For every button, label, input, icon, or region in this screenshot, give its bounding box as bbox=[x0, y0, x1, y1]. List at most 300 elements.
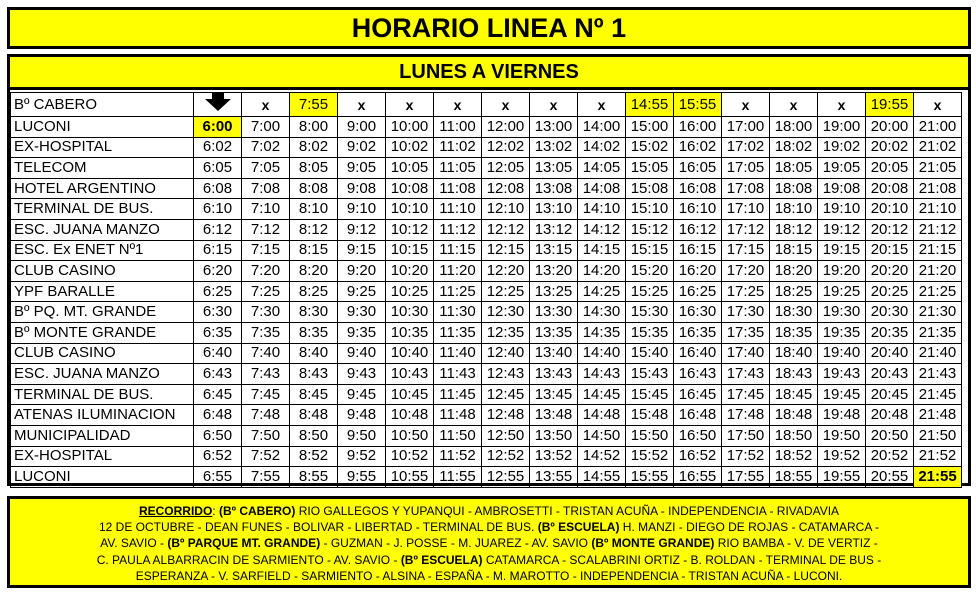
time-cell: 9:10 bbox=[338, 199, 386, 220]
time-cell: 7:30 bbox=[242, 302, 290, 323]
departure-time-cell: 14:55 bbox=[626, 93, 674, 117]
time-cell: 7:15 bbox=[242, 240, 290, 261]
time-cell: 9:08 bbox=[338, 178, 386, 199]
time-cell: 20:05 bbox=[866, 158, 914, 179]
time-cell: 13:55 bbox=[530, 467, 578, 488]
time-cell: 16:50 bbox=[674, 425, 722, 446]
time-cell: 18:00 bbox=[770, 117, 818, 138]
time-cell: 17:48 bbox=[722, 405, 770, 426]
time-cell: 13:50 bbox=[530, 425, 578, 446]
time-cell: 11:02 bbox=[434, 137, 482, 158]
table-row bbox=[11, 302, 962, 323]
time-cell: 11:12 bbox=[434, 219, 482, 240]
time-cell: 6:15 bbox=[194, 240, 242, 261]
time-cell: 17:45 bbox=[722, 384, 770, 405]
table-row bbox=[11, 364, 962, 385]
time-cell: 16:12 bbox=[674, 219, 722, 240]
time-cell: 11:52 bbox=[434, 446, 482, 467]
table-row bbox=[11, 467, 962, 488]
departure-time-cell: 19:55 bbox=[866, 93, 914, 117]
route-streets: - GUZMAN - J. POSSE - M. JUAREZ - AV. SAVIO bbox=[320, 536, 592, 551]
time-cell: 7:20 bbox=[242, 261, 290, 282]
table-row bbox=[11, 158, 962, 179]
time-cell: 19:25 bbox=[818, 281, 866, 302]
time-cell: 18:43 bbox=[770, 364, 818, 385]
time-cell: 6:55 bbox=[194, 467, 242, 488]
no-service-cell: x bbox=[818, 93, 866, 117]
time-cell: 7:40 bbox=[242, 343, 290, 364]
time-cell: 20:00 bbox=[866, 117, 914, 138]
time-cell: 8:52 bbox=[290, 446, 338, 467]
stop-name-cell: TERMINAL DE BUS. bbox=[11, 199, 194, 220]
time-cell: 9:00 bbox=[338, 117, 386, 138]
time-cell: 20:48 bbox=[866, 405, 914, 426]
time-cell: 11:05 bbox=[434, 158, 482, 179]
time-cell: 16:35 bbox=[674, 322, 722, 343]
time-cell: 7:00 bbox=[242, 117, 290, 138]
time-cell: 16:10 bbox=[674, 199, 722, 220]
route-line bbox=[10, 552, 968, 568]
time-cell: 10:52 bbox=[386, 446, 434, 467]
stop-name-cell: EX-HOSPITAL bbox=[11, 446, 194, 467]
time-cell: 18:08 bbox=[770, 178, 818, 199]
table-row bbox=[11, 446, 962, 467]
time-cell: 9:35 bbox=[338, 322, 386, 343]
time-cell: 10:35 bbox=[386, 322, 434, 343]
time-cell: 10:20 bbox=[386, 261, 434, 282]
time-cell: 21:40 bbox=[914, 343, 962, 364]
time-cell: 21:10 bbox=[914, 199, 962, 220]
time-cell: 11:20 bbox=[434, 261, 482, 282]
timetable-panel bbox=[7, 54, 971, 486]
time-cell: 8:55 bbox=[290, 467, 338, 488]
time-cell: 6:00 bbox=[194, 117, 242, 138]
time-cell: 7:52 bbox=[242, 446, 290, 467]
time-cell: 6:40 bbox=[194, 343, 242, 364]
time-cell: 7:08 bbox=[242, 178, 290, 199]
time-cell: 19:10 bbox=[818, 199, 866, 220]
time-cell: 8:15 bbox=[290, 240, 338, 261]
time-cell: 19:00 bbox=[818, 117, 866, 138]
time-cell: 18:35 bbox=[770, 322, 818, 343]
time-cell: 11:25 bbox=[434, 281, 482, 302]
time-cell: 15:15 bbox=[626, 240, 674, 261]
table-row bbox=[11, 384, 962, 405]
time-cell: 19:08 bbox=[818, 178, 866, 199]
time-cell: 10:50 bbox=[386, 425, 434, 446]
time-cell: 15:35 bbox=[626, 322, 674, 343]
time-cell: 20:15 bbox=[866, 240, 914, 261]
time-cell: 8:08 bbox=[290, 178, 338, 199]
time-cell: 11:08 bbox=[434, 178, 482, 199]
time-cell: 15:52 bbox=[626, 446, 674, 467]
time-cell: 10:15 bbox=[386, 240, 434, 261]
time-cell: 12:25 bbox=[482, 281, 530, 302]
no-service-cell: x bbox=[722, 93, 770, 117]
stop-name-cell: CLUB CASINO bbox=[11, 343, 194, 364]
time-cell: 21:30 bbox=[914, 302, 962, 323]
time-cell: 17:40 bbox=[722, 343, 770, 364]
stop-name-cell: TERMINAL DE BUS. bbox=[11, 384, 194, 405]
time-cell: 19:02 bbox=[818, 137, 866, 158]
time-cell: 19:43 bbox=[818, 364, 866, 385]
time-cell: 6:48 bbox=[194, 405, 242, 426]
route-streets: CATAMARCA - SCALABRINI ORTIZ - B. ROLDAN - TERMINAL DE BUS - bbox=[482, 552, 882, 567]
time-cell: 8:10 bbox=[290, 199, 338, 220]
time-cell: 14:48 bbox=[578, 405, 626, 426]
time-cell: 15:10 bbox=[626, 199, 674, 220]
time-cell: 12:20 bbox=[482, 261, 530, 282]
time-cell: 14:02 bbox=[578, 137, 626, 158]
time-cell: 21:02 bbox=[914, 137, 962, 158]
time-cell: 17:08 bbox=[722, 178, 770, 199]
time-cell: 16:20 bbox=[674, 261, 722, 282]
time-cell: 15:05 bbox=[626, 158, 674, 179]
time-cell: 15:00 bbox=[626, 117, 674, 138]
time-cell: 9:12 bbox=[338, 219, 386, 240]
departure-time-cell: 15:55 bbox=[674, 93, 722, 117]
stop-name-cell: LUCONI bbox=[11, 467, 194, 488]
time-cell: 11:43 bbox=[434, 364, 482, 385]
time-cell: 18:55 bbox=[770, 467, 818, 488]
time-cell: 20:40 bbox=[866, 343, 914, 364]
time-cell: 6:02 bbox=[194, 137, 242, 158]
stop-name-cell: TELECOM bbox=[11, 158, 194, 179]
time-cell: 20:55 bbox=[866, 467, 914, 488]
time-cell: 9:02 bbox=[338, 137, 386, 158]
time-cell: 12:30 bbox=[482, 302, 530, 323]
route-streets: RIO GALLEGOS Y YUPANQUI - AMBROSETTI - TRISTAN ACUÑA - INDEPENDENCIA - RIVADAVIA bbox=[295, 504, 840, 518]
time-cell: 15:20 bbox=[626, 261, 674, 282]
time-cell: 7:48 bbox=[242, 405, 290, 426]
time-cell: 13:48 bbox=[530, 405, 578, 426]
time-cell: 10:00 bbox=[386, 117, 434, 138]
time-cell: 16:15 bbox=[674, 240, 722, 261]
time-cell: 13:52 bbox=[530, 446, 578, 467]
time-cell: 21:45 bbox=[914, 384, 962, 405]
stop-name-cell: ESC. JUANA MANZO bbox=[11, 219, 194, 240]
time-cell: 21:05 bbox=[914, 158, 962, 179]
time-cell: 21:12 bbox=[914, 219, 962, 240]
time-cell: 16:55 bbox=[674, 467, 722, 488]
time-cell: 11:10 bbox=[434, 199, 482, 220]
time-cell: 7:50 bbox=[242, 425, 290, 446]
time-cell: 6:35 bbox=[194, 322, 242, 343]
time-cell: 20:35 bbox=[866, 322, 914, 343]
time-cell: 21:25 bbox=[914, 281, 962, 302]
time-cell: 6:10 bbox=[194, 199, 242, 220]
route-neighborhood: (Bº CABERO) bbox=[218, 504, 296, 518]
time-cell: 15:30 bbox=[626, 302, 674, 323]
timetable bbox=[10, 92, 962, 488]
route-neighborhood: (Bº ESCUELA) bbox=[400, 552, 483, 567]
time-cell: 12:15 bbox=[482, 240, 530, 261]
table-row bbox=[11, 117, 962, 138]
time-cell: 18:50 bbox=[770, 425, 818, 446]
time-cell: 9:45 bbox=[338, 384, 386, 405]
stop-name-cell: YPF BARALLE bbox=[11, 281, 194, 302]
time-cell: 12:05 bbox=[482, 158, 530, 179]
time-cell: 17:55 bbox=[722, 467, 770, 488]
time-cell: 6:45 bbox=[194, 384, 242, 405]
time-cell: 13:30 bbox=[530, 302, 578, 323]
time-cell: 12:43 bbox=[482, 364, 530, 385]
time-cell: 21:50 bbox=[914, 425, 962, 446]
time-cell: 10:12 bbox=[386, 219, 434, 240]
time-cell: 20:20 bbox=[866, 261, 914, 282]
no-service-cell: x bbox=[914, 93, 962, 117]
time-cell: 11:45 bbox=[434, 384, 482, 405]
time-cell: 16:00 bbox=[674, 117, 722, 138]
time-cell: 16:52 bbox=[674, 446, 722, 467]
time-cell: 8:25 bbox=[290, 281, 338, 302]
time-cell: 14:08 bbox=[578, 178, 626, 199]
route-line bbox=[10, 519, 968, 535]
schedule-title-box bbox=[7, 7, 971, 49]
time-cell: 12:55 bbox=[482, 467, 530, 488]
start-arrow-cell bbox=[194, 93, 242, 117]
table-row bbox=[11, 281, 962, 302]
arrow-down-icon bbox=[204, 93, 232, 111]
time-cell: 6:25 bbox=[194, 281, 242, 302]
time-cell: 12:02 bbox=[482, 137, 530, 158]
time-cell: 18:02 bbox=[770, 137, 818, 158]
day-range-label: LUNES A VIERNES bbox=[399, 60, 579, 83]
time-cell: 8:12 bbox=[290, 219, 338, 240]
time-cell: 6:12 bbox=[194, 219, 242, 240]
time-cell: 6:52 bbox=[194, 446, 242, 467]
time-cell: 8:50 bbox=[290, 425, 338, 446]
no-service-cell: x bbox=[578, 93, 626, 117]
time-cell: 13:45 bbox=[530, 384, 578, 405]
route-streets: 12 DE OCTUBRE - DEAN FUNES - BOLIVAR - LIBERTAD - TERMINAL DE BUS. bbox=[98, 520, 538, 535]
time-cell: 12:45 bbox=[482, 384, 530, 405]
time-cell: 12:12 bbox=[482, 219, 530, 240]
time-cell: 11:35 bbox=[434, 322, 482, 343]
time-cell: 20:50 bbox=[866, 425, 914, 446]
route-streets: ESPERANZA - V. SARFIELD - SARMIENTO - ALSINA - ESPAÑA - M. MAROTTO - INDEPENDENCIA - TRISTAN ACUÑA - LUCONI. bbox=[135, 568, 843, 583]
stop-name-cell: ESC. JUANA MANZO bbox=[11, 364, 194, 385]
time-cell: 21:35 bbox=[914, 322, 962, 343]
time-cell: 16:30 bbox=[674, 302, 722, 323]
time-cell: 12:40 bbox=[482, 343, 530, 364]
time-cell: 18:25 bbox=[770, 281, 818, 302]
time-cell: 18:52 bbox=[770, 446, 818, 467]
time-cell: 17:35 bbox=[722, 322, 770, 343]
stop-name-cell: MUNICIPALIDAD bbox=[11, 425, 194, 446]
time-cell: 8:05 bbox=[290, 158, 338, 179]
route-neighborhood: (Bº MONTE GRANDE) bbox=[591, 536, 715, 551]
stop-name-cell: EX-HOSPITAL bbox=[11, 137, 194, 158]
time-cell: 7:55 bbox=[242, 467, 290, 488]
time-cell: 15:40 bbox=[626, 343, 674, 364]
time-cell: 19:20 bbox=[818, 261, 866, 282]
time-cell: 17:30 bbox=[722, 302, 770, 323]
time-cell: 16:25 bbox=[674, 281, 722, 302]
time-cell: 10:08 bbox=[386, 178, 434, 199]
time-cell: 14:10 bbox=[578, 199, 626, 220]
time-cell: 6:30 bbox=[194, 302, 242, 323]
time-cell: 15:45 bbox=[626, 384, 674, 405]
time-cell: 6:05 bbox=[194, 158, 242, 179]
time-cell: 18:20 bbox=[770, 261, 818, 282]
time-cell: 18:30 bbox=[770, 302, 818, 323]
table-row bbox=[11, 405, 962, 426]
time-cell: 13:25 bbox=[530, 281, 578, 302]
time-cell: 11:40 bbox=[434, 343, 482, 364]
time-cell: 13:02 bbox=[530, 137, 578, 158]
time-cell: 7:25 bbox=[242, 281, 290, 302]
no-service-cell: x bbox=[482, 93, 530, 117]
time-cell: 17:25 bbox=[722, 281, 770, 302]
time-cell: 19:52 bbox=[818, 446, 866, 467]
time-cell: 15:25 bbox=[626, 281, 674, 302]
time-cell: 14:55 bbox=[578, 467, 626, 488]
time-cell: 14:12 bbox=[578, 219, 626, 240]
time-cell: 21:20 bbox=[914, 261, 962, 282]
time-cell: 19:55 bbox=[818, 467, 866, 488]
time-cell: 14:15 bbox=[578, 240, 626, 261]
stop-name-cell: HOTEL ARGENTINO bbox=[11, 178, 194, 199]
day-range-header bbox=[10, 57, 968, 90]
time-cell: 17:05 bbox=[722, 158, 770, 179]
time-cell: 21:08 bbox=[914, 178, 962, 199]
schedule-title: HORARIO LINEA Nº 1 bbox=[351, 12, 627, 43]
route-line bbox=[10, 503, 968, 519]
time-cell: 16:45 bbox=[674, 384, 722, 405]
time-cell: 7:35 bbox=[242, 322, 290, 343]
time-cell: 17:43 bbox=[722, 364, 770, 385]
time-cell: 9:25 bbox=[338, 281, 386, 302]
time-cell: 9:30 bbox=[338, 302, 386, 323]
time-cell: 18:40 bbox=[770, 343, 818, 364]
time-cell: 15:55 bbox=[626, 467, 674, 488]
time-cell: 15:48 bbox=[626, 405, 674, 426]
stop-name-cell: LUCONI bbox=[11, 117, 194, 138]
time-cell: 8:00 bbox=[290, 117, 338, 138]
route-streets: RIO BAMBA - V. DE VERTIZ - bbox=[714, 536, 878, 551]
time-cell: 10:48 bbox=[386, 405, 434, 426]
time-cell: 10:40 bbox=[386, 343, 434, 364]
time-cell: 8:43 bbox=[290, 364, 338, 385]
time-cell: 13:40 bbox=[530, 343, 578, 364]
time-cell: 9:40 bbox=[338, 343, 386, 364]
time-cell: 11:55 bbox=[434, 467, 482, 488]
time-cell: 14:00 bbox=[578, 117, 626, 138]
time-cell: 19:50 bbox=[818, 425, 866, 446]
time-cell: 15:02 bbox=[626, 137, 674, 158]
time-cell: 6:50 bbox=[194, 425, 242, 446]
time-cell: 12:00 bbox=[482, 117, 530, 138]
time-cell: 17:52 bbox=[722, 446, 770, 467]
table-row bbox=[11, 199, 962, 220]
route-line bbox=[10, 568, 968, 584]
time-cell: 19:15 bbox=[818, 240, 866, 261]
time-cell: 8:02 bbox=[290, 137, 338, 158]
time-cell: 13:20 bbox=[530, 261, 578, 282]
table-row bbox=[11, 322, 962, 343]
time-cell: 9:55 bbox=[338, 467, 386, 488]
time-cell: 16:40 bbox=[674, 343, 722, 364]
time-cell: 12:10 bbox=[482, 199, 530, 220]
time-cell: 14:30 bbox=[578, 302, 626, 323]
time-cell: 7:43 bbox=[242, 364, 290, 385]
time-cell: 13:05 bbox=[530, 158, 578, 179]
time-cell: 17:10 bbox=[722, 199, 770, 220]
time-cell: 18:45 bbox=[770, 384, 818, 405]
time-cell: 8:48 bbox=[290, 405, 338, 426]
table-row bbox=[11, 261, 962, 282]
time-cell: 19:45 bbox=[818, 384, 866, 405]
time-cell: 12:08 bbox=[482, 178, 530, 199]
time-cell: 6:08 bbox=[194, 178, 242, 199]
time-cell: 12:35 bbox=[482, 322, 530, 343]
time-cell: 6:43 bbox=[194, 364, 242, 385]
time-cell: 16:05 bbox=[674, 158, 722, 179]
time-cell: 15:50 bbox=[626, 425, 674, 446]
route-description bbox=[10, 499, 968, 584]
time-cell: 15:43 bbox=[626, 364, 674, 385]
stop-name-cell: Bº PQ. MT. GRANDE bbox=[11, 302, 194, 323]
time-cell: 14:35 bbox=[578, 322, 626, 343]
time-cell: 20:25 bbox=[866, 281, 914, 302]
time-cell: 16:02 bbox=[674, 137, 722, 158]
time-cell: 14:43 bbox=[578, 364, 626, 385]
route-streets: C. PAULA ALBARRACIN DE SARMIENTO - AV. SAVIO - bbox=[96, 552, 401, 567]
time-cell: 14:40 bbox=[578, 343, 626, 364]
time-cell: 8:45 bbox=[290, 384, 338, 405]
time-cell: 10:02 bbox=[386, 137, 434, 158]
route-box bbox=[7, 496, 971, 588]
time-cell: 16:08 bbox=[674, 178, 722, 199]
time-cell: 7:12 bbox=[242, 219, 290, 240]
table-row bbox=[11, 137, 962, 158]
time-cell: 15:12 bbox=[626, 219, 674, 240]
time-cell: 9:20 bbox=[338, 261, 386, 282]
time-cell: 19:40 bbox=[818, 343, 866, 364]
time-cell: 19:12 bbox=[818, 219, 866, 240]
stop-name-cell: Bº MONTE GRANDE bbox=[11, 322, 194, 343]
time-cell: 9:48 bbox=[338, 405, 386, 426]
route-streets: AV. SAVIO - bbox=[100, 536, 168, 551]
time-cell: 10:43 bbox=[386, 364, 434, 385]
route-neighborhood: (Bº PARQUE MT. GRANDE) bbox=[167, 536, 321, 551]
time-cell: 17:20 bbox=[722, 261, 770, 282]
time-cell: 14:52 bbox=[578, 446, 626, 467]
stop-name-cell: Bº CABERO bbox=[11, 93, 194, 117]
time-cell: 13:12 bbox=[530, 219, 578, 240]
time-cell: 10:10 bbox=[386, 199, 434, 220]
time-cell: 20:45 bbox=[866, 384, 914, 405]
time-cell: 13:00 bbox=[530, 117, 578, 138]
time-cell: 10:05 bbox=[386, 158, 434, 179]
time-cell: 20:10 bbox=[866, 199, 914, 220]
time-cell: 19:05 bbox=[818, 158, 866, 179]
time-cell: 18:10 bbox=[770, 199, 818, 220]
time-cell: 10:30 bbox=[386, 302, 434, 323]
time-cell: 21:52 bbox=[914, 446, 962, 467]
time-cell: 21:48 bbox=[914, 405, 962, 426]
table-row bbox=[11, 343, 962, 364]
time-cell: 17:00 bbox=[722, 117, 770, 138]
time-cell: 21:55 bbox=[914, 467, 962, 488]
time-cell: 21:15 bbox=[914, 240, 962, 261]
time-cell: 11:30 bbox=[434, 302, 482, 323]
time-cell: 14:05 bbox=[578, 158, 626, 179]
time-cell: 16:43 bbox=[674, 364, 722, 385]
time-cell: 20:43 bbox=[866, 364, 914, 385]
route-streets: : bbox=[212, 504, 219, 518]
